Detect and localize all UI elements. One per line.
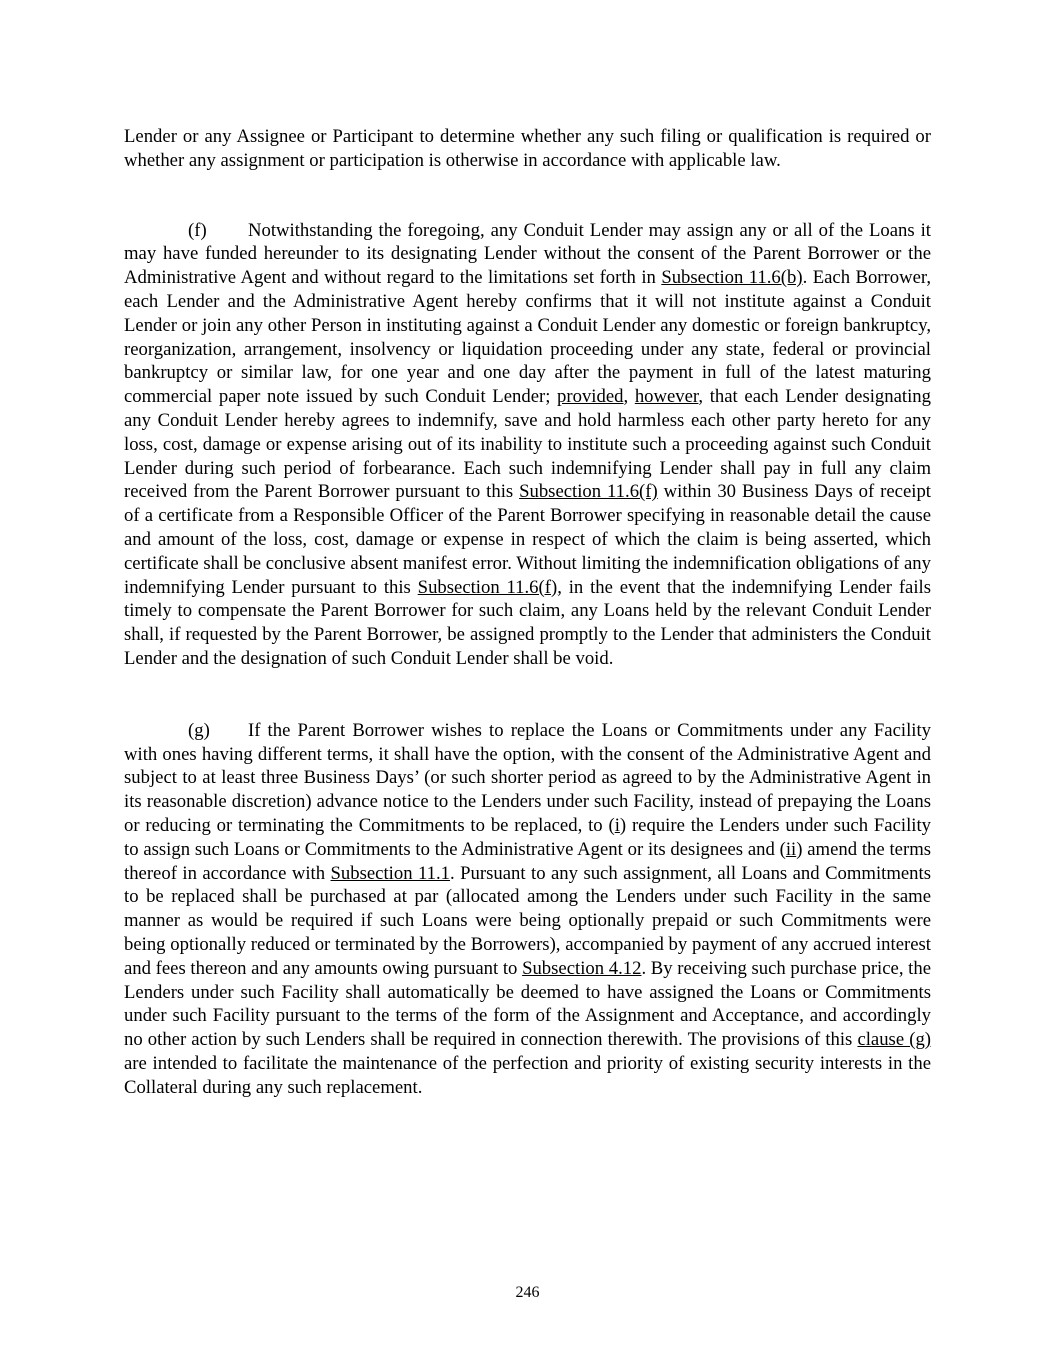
cross-reference: Subsection 4.12 xyxy=(522,957,642,979)
paragraph-text: Lender or any Assignee or Participant to determine whether any such filing or qualification is required or whether any assignment or participation is otherwise in accordance with applicable law. xyxy=(124,126,931,171)
text-run: within 30 Business Days of receipt of a certificate from a Responsible Officer of the Parent Borrower specifying in reasonable detail the cause and amount of the loss, cost, damage or expense in respect of which the claim is being asserted, which certificate shall be conclusive absent manifest error. Without limiting the indemnification obligations of any indemnifying Lender pursuant to this xyxy=(124,481,931,598)
text-run: If the Parent Borrower wishes to replace the Loans or Commitments under any Facility with ones having different terms, it shall have the option, with the consent of the Administrative Agent and subject to at least three Business Days’ (or such shorter period as agreed to by the Administrative Agent in its reasonable discretion) advance notice to the Lenders under such Facility, instead of prepaying the Loans or reducing or terminating the Commitments to be replaced, to ( xyxy=(124,719,931,836)
text-run: are intended to facilitate the maintenance of the perfection and priority of existing security interests in the Collateral during any such replacement. xyxy=(124,1052,931,1098)
text-run: ) require the Lenders under such Facility to assign such Loans or Commitments to the Administrative Agent or its designees and ( xyxy=(124,814,931,860)
enumerator-i: i xyxy=(614,814,620,836)
text-run: . Each Borrower, each Lender and the Administrative Agent hereby confirms that it will not institute against a Conduit Lender or join any other Person in instituting against a Conduit Lender any domestic or foreign bankruptcy, reorganization, arrangement, insolvency or liquidation proceeding under any state, federal or provincial bankruptcy or similar law, for one year and one day after the payment in full of the latest maturing commercial paper note issued by such Conduit Lender; xyxy=(124,267,932,408)
text-run: ) amend the terms thereof in accordance with xyxy=(124,838,931,884)
text-run: , in the event that the indemnifying Lender fails timely to compensate the Parent Borrower for such claim, any Loans held by the relevant Conduit Lender shall, if requested by the Parent Borrower, be assigned promptly to the Lender that administers the Conduit Lender and the designation of such Conduit Lender shall be void. xyxy=(124,576,932,669)
cross-reference: clause (g) xyxy=(857,1029,932,1051)
paragraph-label: (f) xyxy=(188,219,207,241)
paragraph-g xyxy=(124,719,931,1100)
text-run: . Pursuant to any such assignment, all Loans and Commitments to be replaced shall be purchased at par (allocated among the Lenders under such Facility in the same manner as would be required if such Loans were being optionally prepaid or such Commitments were being optionally reduced or terminated by the Borrowers), accompanied by payment of any accrued interest and fees thereon and any amounts owing pursuant to xyxy=(124,862,931,979)
paragraph-label: (g) xyxy=(188,719,210,741)
emphasis-provided: provided xyxy=(557,386,624,408)
text-run: , xyxy=(623,386,635,408)
cross-reference: Subsection 11.6(f) xyxy=(417,576,558,598)
text-run: Notwithstanding the foregoing, any Conduit Lender may assign any or all of the Loans it may have funded hereunder to its designating Lender without the consent of the Parent Borrower or the Administrative Agent and without regard to the limitations set forth in xyxy=(124,219,931,289)
cross-reference: Subsection 11.1 xyxy=(330,862,451,884)
cross-reference: Subsection 11.6(f) xyxy=(519,481,658,503)
text-run: , that each Lender designating any Conduit Lender hereby agrees to indemnify, save and hold harmless each other party hereto for any loss, cost, damage or expense arising out of its inability to institute such a proceeding against such Conduit Lender during such period of forbearance. Each such indemnifying Lender shall pay in full any claim received from the Parent Borrower pursuant to this xyxy=(124,386,931,503)
document-body xyxy=(124,125,931,1099)
paragraph-continuation xyxy=(124,125,931,173)
page-number: 246 xyxy=(515,1284,540,1301)
cross-reference: Subsection 11.6(b) xyxy=(661,267,803,289)
text-run: . By receiving such purchase price, the Lenders under such Facility shall automatically be deemed to have assigned the Loans or Commitments under such Facility pursuant to the terms of the form of the Assignment and Acceptance, and accordingly no other action by such Lenders shall be required in connection therewith. The provisions of this xyxy=(124,957,931,1051)
emphasis-however: however xyxy=(634,386,699,408)
enumerator-ii: ii xyxy=(785,838,797,860)
paragraph-f xyxy=(124,219,931,671)
